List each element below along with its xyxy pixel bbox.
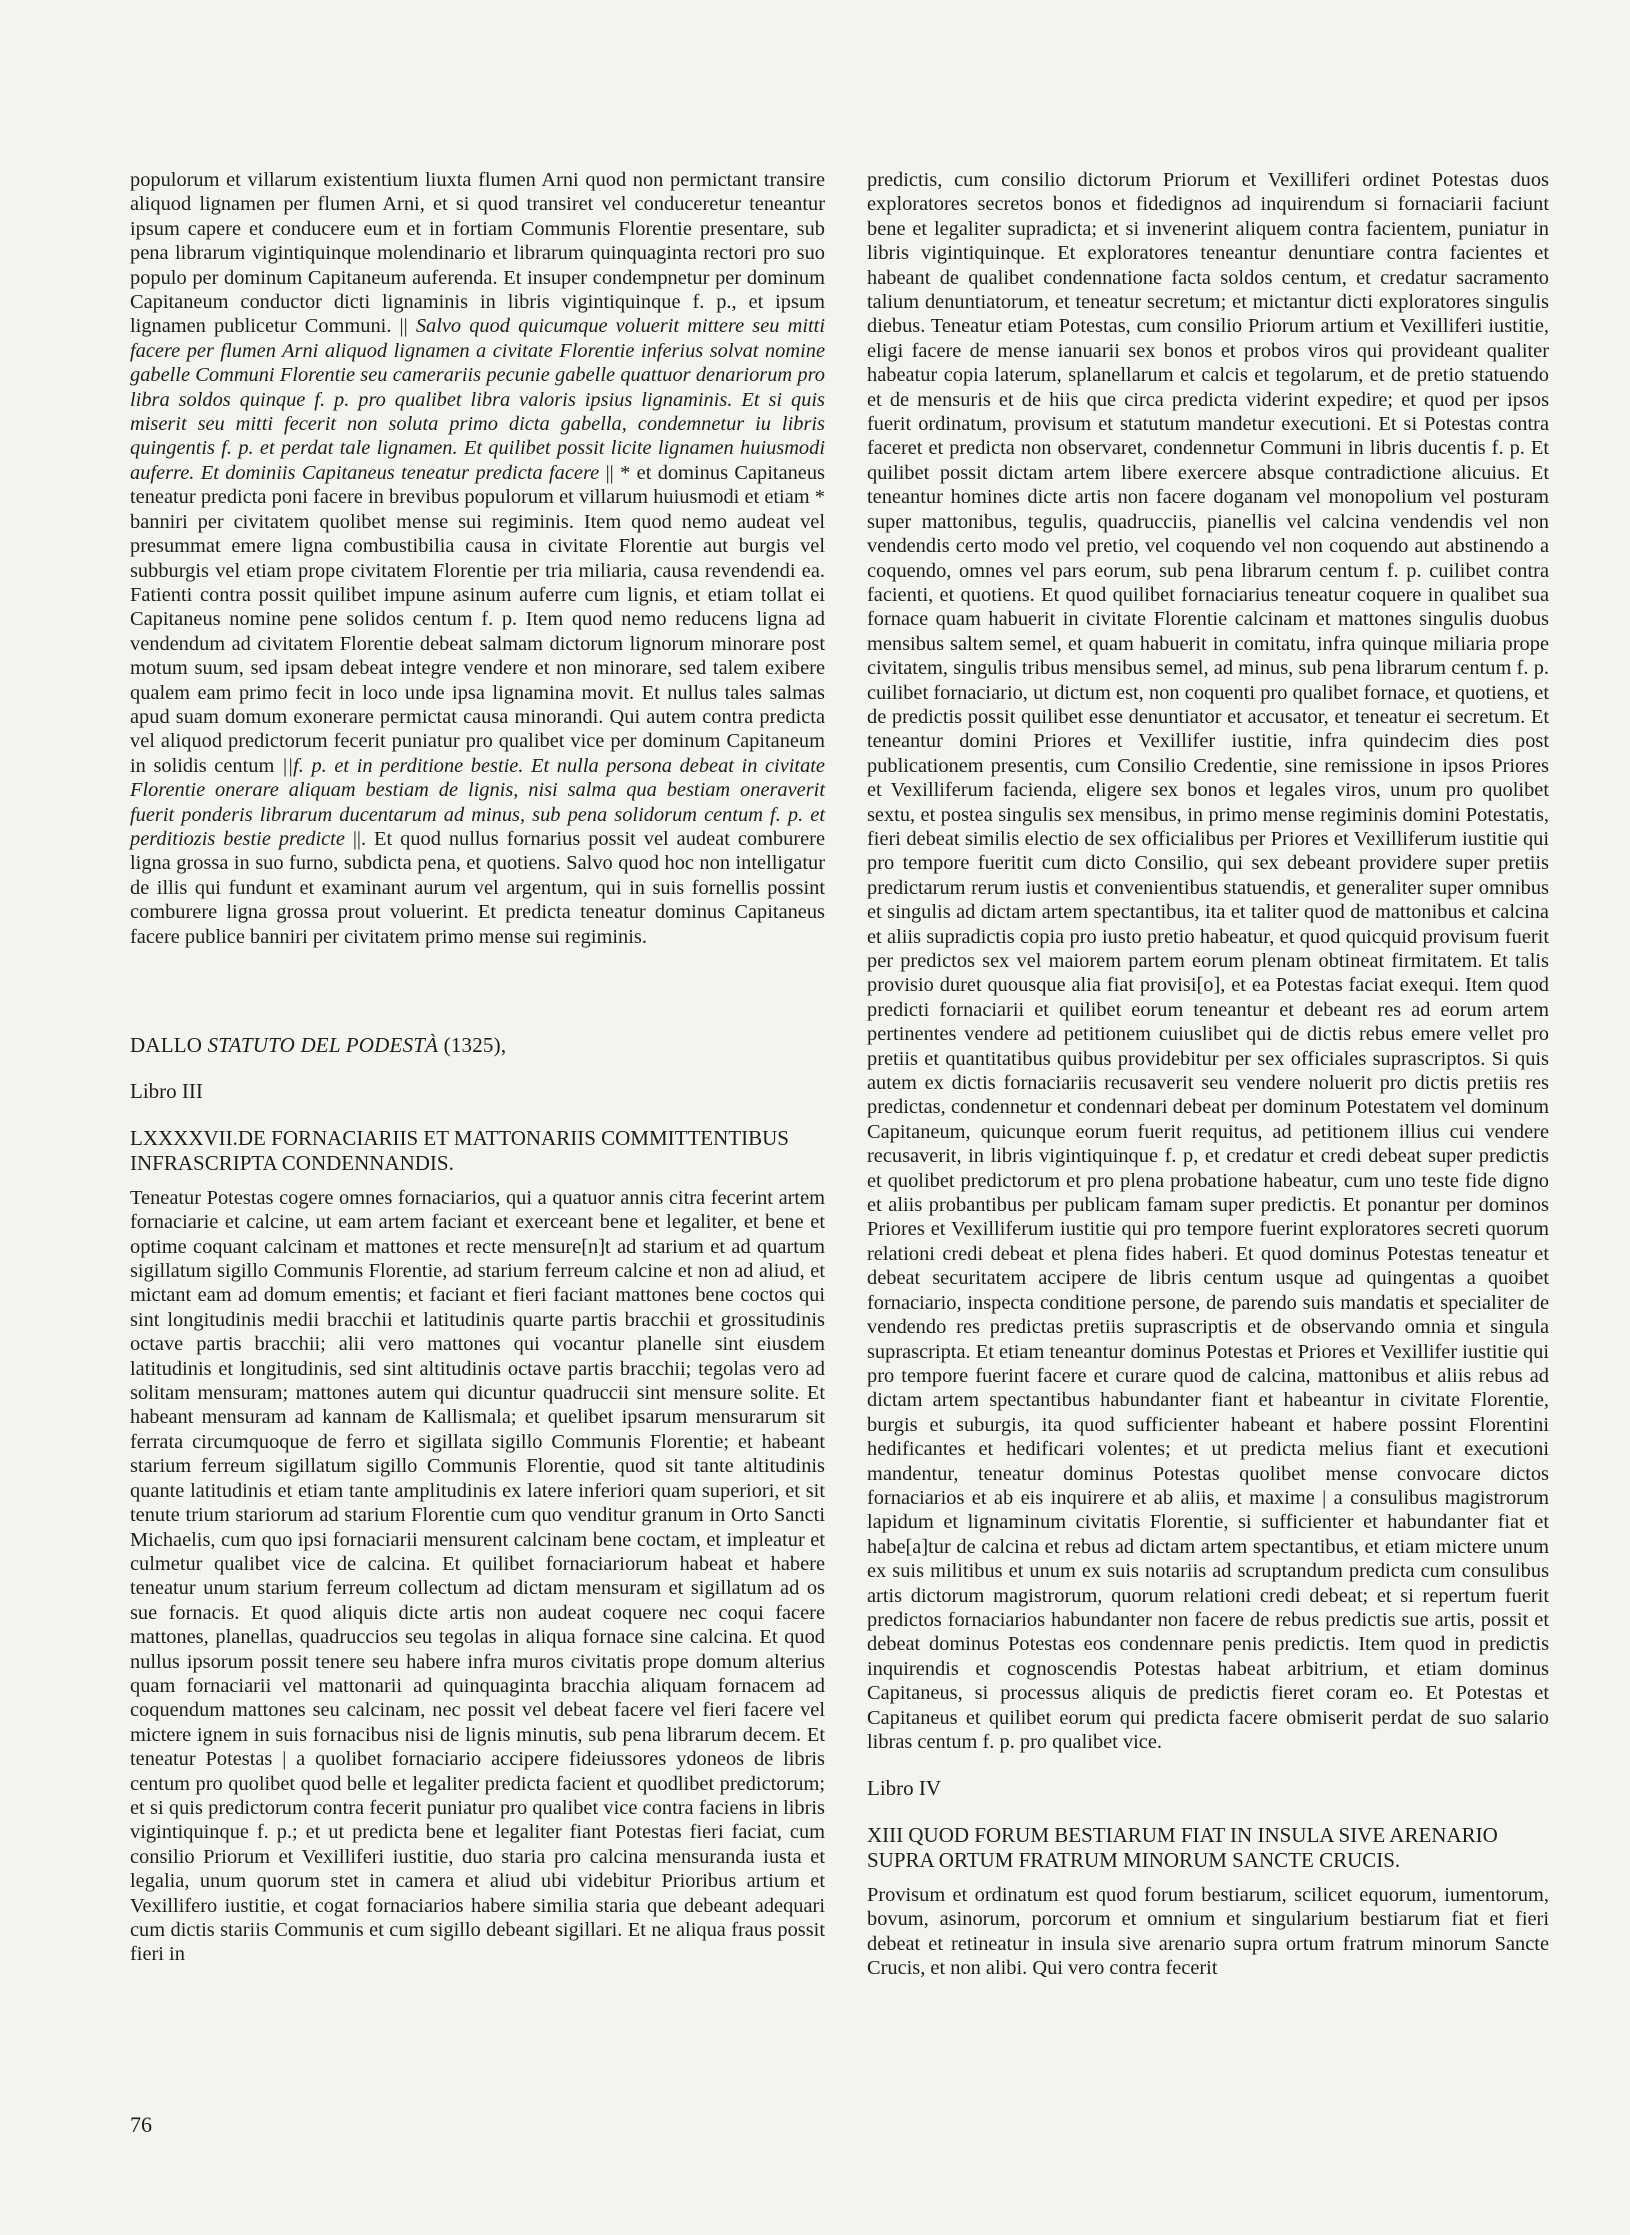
chapter-body: Provisum et ordinatum est quod forum bestiarum, scilicet equorum, iumentorum, bovum, asinorum, porcorum et omnium et singularium bestiarum fiat et fieri debeat et retineatur in insula sive arenario supra ortum fratrum minorum Sancte Crucis, et non alibi. Qui vero contra fecerit xyxy=(867,1883,1549,1980)
chapter-heading: XIII QUOD FORUM BESTIARUM FIAT IN INSULA SIVE ARENARIO SUPRA ORTUM FRATRUM MINORUM SANCTE CRUCIS. xyxy=(867,1822,1498,1872)
source-title-suffix: (1325), xyxy=(438,1033,507,1057)
right-paragraph-continuation: predictis, cum consilio dictorum Priorum et Vexilliferi ordinet Potestas duos exploratores secretos bonos et fidedignos ad inquirendum si fornaciarii faciunt bene et legaliter supradicta; et si invenerint aliquem contra facientem, puniatur in libris vigintiquinque. Et exploratores teneantur denuntiare contra facientes et habeant de qualibet condennatione facta soldos centum, et credatur sacramento talium denuntiatorum, et teneatur secretum; et mictantur dicti exploratores singulis diebus. Teneatur etiam Potestas, cum consilio Priorum artium et Vexilliferi iustitie, eligi facere de mense ianuarii sex bonos et probos viros qui provideant qualiter habeatur copia laterum, splanellarum et calcis et tegolarum, et de pretio statuendo et de mensuris et de hiis que circa predicta viderint expedire; et quod per ipsos fuerit ordinatum, provisum et statutum mandetur executioni. Et si Potestas contra faceret et predicta non observaret, condennetur Communi in libris ducentis f. p. Et quilibet possit dictam artem libere exercere absque contradictione alicuius. Et teneantur homines dicte artis non facere doganam vel monopolium vel posturam super mattonibus, tegulis, quadrucciis, pianellis vel calcina vendendis vel non vendendis certo modo vel pretio, vel coquendo vel non coquendo aut abstinendo a coquendo, omnes vel pars eorum, sub pena librarum centum f. p. cuilibet contra facienti, et quotiens. Et quod quilibet fornaciarius teneatur coquere in qualibet sua fornace quam habuerit in civitate Florentie calcinam et mattones singulis duobus mensibus saltem semel, et quam habuerit in comitatu, infra quinque miliaria prope civitatem, singulis tribus mensibus semel, ad minus, sub pena librarum centum f. p. cuilibet fornaciario, ut dictum est, non coquenti pro qualibet fornace, et quotiens, et de predictis possit quilibet esse denuntiator et accusator, et teneatur ei secretum. Et teneantur domini Priores et Vexillifer iustitie, infra quindecim dies post publicationem presentis, cum Consilio Credentie, sine remissione in ipsos Priores et Vexilliferum facienda, eligere sex bonos et legales viros, unum pro quolibet sextu, et postea singulis sex mensibus, in primo mense regiminis domini Potestatis, fieri debeat similis electio de sex officialibus per Priores et Vexilliferum iustitie qui pro tempore fueritit cum dicto Consilio, qui sex debeant providere super pretiis predictarum rerum iustis et convenientibus statuendis, et generaliter super omnibus et singulis ad dictam artem spectantibus, ita et taliter quod de mattonibus et calcina et aliis supradictis copia pro iusto pretio habeatur, et quod quicquid provisum fuerit per predictos sex vel maiorem partem eorum plenam obtineat firmitatem. Et talis provisio duret quousque alia fiat provisi[o], et ea Potestas faciat exequi. Item quod predicti fornaciarii et quilibet eorum teneantur et debeant res ad eorum artem pertinentes vendere ad petitionem cuiuslibet qui de dictis rebus emere vellet pro pretiis et quantitatibus quibus providebitur per sex officiales suprascriptos. Si quis autem ex dictis fornaciariis recusaverit seu vendere noluerit pro dictis pretiis res predictas, condennetur et condennari debeat per dominum Potestatem vel dominum Capitaneum, quicunque eorum fuerit requitus, ad petitionem illius cui vendere recusaverit, in libris vigintiquinque f. p, et credatur et credi debeat super predictis et quolibet predictorum et pro plena probatione habeatur, cum uno teste fide digno et aliis probantibus per publicam famam super predictis. Et ponantur per dominos Priores et Vexilliferum iustitie qui pro tempore fuerint exploratores secreti quorum relationi credi debeat et plena fides haberi. Et quod dominus Potestas teneatur et debeat securitatem accipere de libris centum usque ad quingentas a quoibet fornaciario, inspecta conditione persone, de parendo suis mandatis et specialiter de vendendo res predictas pretiis suprascriptis et de observando omnia et singula suprascripta. Et etiam teneantur dominus Potestas et Priores et Vexillifer iustitie qui pro tempore fuerint facere et curare quod de calcina, mattonibus et aliis rebus ad dictam artem spectantibus habundanter fiant et habeantur in civitate Florentie, burgis et suburgis, ita quod sufficienter habeant et habere possint Florentini hedificantes et hedificari volentes; et ut predicta melius fiant et executioni mandentur, teneatur dominus Potestas quolibet mense convocare dictos fornaciarios et ab eis inquirere et ab aliis, et maxime | a consulibus magistrorum lapidum et lignaminum civitatis Florentie, si sufficienter et habundanter fiat et habe[a]tur de calcina et rebus ad dictam artem spectantibus, et etiam mictere unum ex suis militibus et unum ex suis notariis ad scruptandum predicta cum consulibus artis dictorum magistrorum, quorum relationi credi debeat; et si repertum fuerit predictos fornaciarios habundanter non facere de rebus predictis sue artis, possit et debeat dominus Potestas eos condennare penis predictis. Item quod in predictis inquirendis et cognoscendis Potestas habeat arbitrium, et etiam dominus Capitaneus, si processus aliquis de predictis fieret coram eo. Et Potestas et Capitaneus et quilibet eorum qui predicta facere obmiserit perdat de suo salario libras centum f. p. pro qualibet vice. xyxy=(867,169,1549,1753)
right-column xyxy=(867,168,1549,1980)
left-paragraph-continuation xyxy=(130,168,825,949)
left-text-segment: || * et dominus Capitaneus teneatur predicta poni facere in brevibus populorum et villarum huiusmodi et etiam * banniri per civitatem quolibet mense sui regiminis. Item quod nemo audeat vel presummat emere ligna combustibilia causa in civitate Florentie aut burgis vel subburgis vel etiam prope civitatem Florentie per tria miliaria, causa revendendi ea. Fatienti contra possit quilibet impune asinum auferre cum lignis, et etiam tollat ei Capitaneus nomine pene solidos centum f. p. Item quod nemo reducens ligna ad vendendum ad civitatem Florentie debeat salmam dictorum lignorum minorare post motum suum, sed ipsam debeat integre vendere et non minorare, sed talem exibere qualem eam primo fecit in loco unde ipsa lignamina movit. Et nullus tales salmas apud suam domum exonerare permictat causa minorandi. Qui autem contra predicta vel aliquod predictorum fecerit puniatur pro qualibet vice per dominum Capitaneum in solidis centum xyxy=(130,461,825,777)
source-title xyxy=(130,1033,825,1057)
left-italic-insertion: ||f. p. et in perditione bestie. Et nulla persona debeat in civitate Florentie onerare aliquam bestiam de lignis, nisi salma qua bestiam oneraverit fuerit ponderis librarum ducentarum ad minus, sub pena solidorum centum f. p. et perditiozis bestie predicte xyxy=(130,754,825,850)
source-title-prefix: DALLO xyxy=(130,1033,208,1057)
chapter-body: Teneatur Potestas cogere omnes fornaciarios, qui a quatuor annis citra fecerint artem fornaciarie et calcine, ut eam artem faciant et exerceant bene et legaliter, et bene et optime coquant calcinam et mattones et recte mensure[n]t ad starium et ad quartum sigillatum sigillo Communis Florentie, ad starium ferreum calcine et non ad aliud, et mictant eam ad domum ementis; et faciant et fieri faciant mattones bene coctos qui sint longitudinis medii bracchii et latitudinis quarte partis bracchii et grossitudinis octave partis bracchii; alii vero mattones qui vocantur planelle sint eiusdem latitudinis et longitudinis, sed sint altitudinis octave partis bracchii; tegolas vero ad solitam mensuram; mattones autem qui dicuntur quadruccii sint mensure solite. Et habeant mensuram ad kannam de Kallismala; et quelibet ipsarum mensurarum sit ferrata circumquoque de ferro et sigillata sigillo Communis Florentie; et habeant starium ferreum sigillatum sigillo Communis Florentie, quod sit tante altitudinis quante latitudinis et etiam tante amplitudinis ex latere inferiori quam superiori, et sit tenute trium stariorum ad starium Florentie cum quo venditur granum in Orto Sancti Michaelis, cum quo ipsi fornaciarii mensurent calcinam bene coctam, et impleatur et culmetur qualibet vice de calcina. Et quilibet fornaciariorum habeat et habere teneatur unum starium ferreum collectum ad dictam mensuram et sigillatum ad os sue fornacis. Et quod aliquis dicte artis non audeat coquere nec coqui facere mattones, planellas, quadruccios seu tegolas in aliqua fornace sine calcina. Et quod nullus ipsorum possit tenere seu habere infra muros civitatis prope domum alterius quam fornaciarii vel mattonarii ad quinquaginta bracchia aliquam fornacem ad coquendum mattones seu calcinam, nec possit vel debeat facere vel fieri facere vel mictere ignem in suis fornacibus nisi de lignis minutis, sub pena librarum decem. Et teneatur Potestas | a quolibet fornaciario accipere fideiussores ydoneos de libris centum pro quolibet quod belle et legaliter predicta facient et quodlibet predictorum; et si quis predictorum contra fecerit puniatur pro qualibet vice contra faciens in libris vigintiquinque f. p.; et ut predicta bene et legaliter fiant Potestas fieri faciat, cum consilio Priorum et Vexilliferi iustitie, duo staria pro calcina mensuranda iusta et legalia, unum quorum stet in camera et aliud ubi videbitur Prioribus artium et Vexillifero iustitie, et cogat fornaciarios habere similia staria que debeant adequari cum dictis stariis Communis et cum sigillo debeant sigillari. Et ne aliqua fraus possit fieri in xyxy=(130,1186,825,1966)
source-title-italic: STATUTO DEL PODESTÀ xyxy=(207,1033,439,1057)
left-text-segment: ||. Et quod nullus fornarius possit vel audeat comburere ligna grossa in suo furno, subdicta pena, et quotiens. Salvo quod hoc non intelligatur de illis qui fundunt et examinant aurum vel argentum, qui in suis fornellis possint comburere ligna grossa prout voluerint. Et predicta teneatur dominus Capitaneus facere publice banniri per civitatem primo mense sui regiminis. xyxy=(130,827,825,948)
chapter-heading: LXXXXVII.DE FORNACIARIIS ET MATTONARIIS COMMITTENTIBUS INFRASCRIPTA CONDENNANDIS. xyxy=(130,1125,789,1175)
left-text-segment: populorum et villarum existentium liuxta flumen Arni quod non permictant transire aliquod lignamen per flumen Arni, et si quod transiret vel conduceretur teneantur ipsum capere et conducere eum et in fortiam Communis Florentie presentare, sub pena librarum vigintiquinque molendinario et librarum quinquaginta rectori pro suo populo per dominum Capitaneum auferenda. Et insuper condempnetur per dominum Capitaneum conductor dicti lignaminis in libris vigintiquinque f. p., et ipsum lignamen publicetur Communi. || xyxy=(130,169,825,338)
left-italic-insertion: Salvo quod quicumque voluerit mittere seu mitti facere per flumen Arni aliquod lignamen a civitate Florentie inferius solvat nomine gabelle Communi Florentie seu camerariis pecunie gabelle quattuor denariorum pro libra soldos quinque f. p. pro qualibet libra valoris ipsius lignaminis. Et si quis miserit seu mitti fecerit non soluta primo dicta gabella, condemnetur iu libris quingentis f. p. et perdat tale lignamen. Et quilibet possit licite lignamen huiusmodi auferre. Et dominiis Capitaneus teneatur predicta facere xyxy=(130,315,825,484)
left-column xyxy=(130,168,825,1967)
book-label: Libro IV xyxy=(867,1776,942,1801)
page-number: 76 xyxy=(130,2112,152,2137)
book-label: Libro III xyxy=(130,1079,203,1104)
